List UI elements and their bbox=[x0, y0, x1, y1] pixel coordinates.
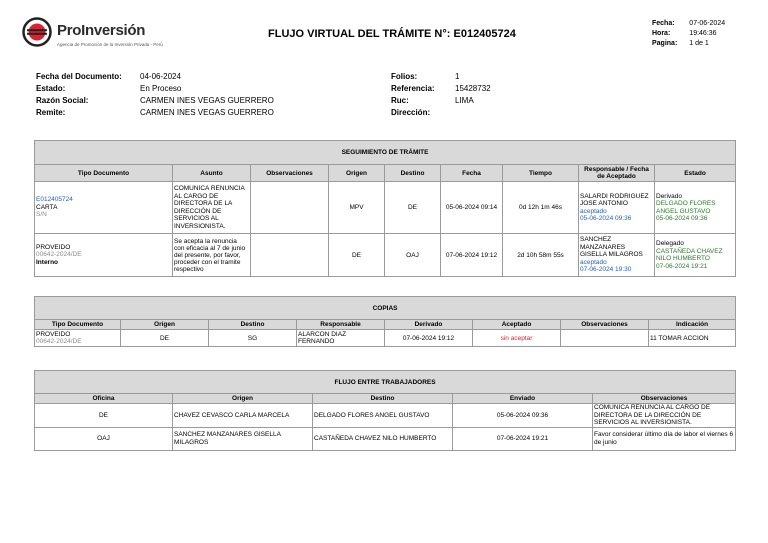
copias-table bbox=[34, 296, 736, 347]
fecha-cell: 05-06-2024 09:14 bbox=[441, 182, 503, 234]
info-value: CARMEN INES VEGAS GUERRERO bbox=[140, 108, 274, 117]
oficina-cell: OAJ bbox=[35, 427, 173, 450]
estado-person: DELGADO FLORES ANGEL GUSTAVO bbox=[656, 200, 716, 215]
column-header: Asunto bbox=[173, 165, 251, 182]
section-title: COPIAS bbox=[35, 297, 736, 320]
info-value: 04-06-2024 bbox=[140, 72, 181, 81]
table-row bbox=[35, 182, 736, 234]
table-row bbox=[35, 427, 736, 450]
table-row bbox=[35, 234, 736, 277]
column-header: Tipo Documento bbox=[35, 165, 173, 182]
aceptado-date: 07-06-2024 19:30 bbox=[580, 266, 632, 274]
estado-date: 07-06-2024 19:21 bbox=[656, 262, 708, 270]
info-label: Estado: bbox=[36, 84, 66, 93]
column-header: Responsable bbox=[297, 320, 385, 330]
meta-label: Fecha: bbox=[652, 20, 675, 27]
column-header: Enviado bbox=[453, 394, 593, 404]
estado-date: 05-06-2024 09:36 bbox=[656, 215, 708, 222]
info-label: Razón Social: bbox=[36, 96, 89, 105]
column-header: Destino bbox=[313, 394, 453, 404]
estado-cell bbox=[655, 234, 736, 277]
doc-ref: 00642-2024/DE bbox=[36, 251, 82, 259]
responsable-name: SANCHEZ MANZANARES GISELLA MILAGROS bbox=[580, 236, 643, 259]
seguimiento-table bbox=[34, 140, 736, 277]
destino-cell: OAJ bbox=[385, 234, 441, 277]
column-header: Fecha bbox=[441, 165, 503, 182]
observaciones-cell: COMUNICA RENUNCIA AL CARGO DE DIRECTORA DE LA DIRECCIÓN DE SERVICIOS AL INVERSIONISTA. bbox=[593, 404, 736, 428]
aceptado-date: 05-06-2024 09:36 bbox=[580, 215, 632, 222]
observaciones-cell: Favor considerar último día de labor el viernes 6 de junio bbox=[593, 427, 736, 450]
column-header: Responsable / Fecha de Aceptado bbox=[579, 165, 655, 182]
aceptado-cell: sin aceptar bbox=[473, 330, 561, 347]
estado-person: CASTAÑEDA CHAVEZ NILO HUMBERTO bbox=[656, 247, 723, 262]
tiempo-cell: 2d 10h 58m 55s bbox=[503, 234, 579, 277]
table-row bbox=[35, 330, 736, 347]
doc-type: PROVEIDO bbox=[36, 243, 71, 251]
responsable-name: SALARDI RODRIGUEZ JOSE ANTONIO bbox=[580, 192, 649, 207]
aceptado-label: aceptado bbox=[580, 207, 607, 215]
enviado-cell: 07-06-2024 19:21 bbox=[453, 427, 593, 450]
estado-cell bbox=[655, 182, 736, 234]
info-label: Ruc: bbox=[391, 96, 409, 105]
document-title: FLUJO VIRTUAL DEL TRÁMITE N°: E012405724 bbox=[268, 28, 516, 40]
doc-type: PROVEIDO bbox=[36, 330, 71, 338]
tipo-documento-cell bbox=[35, 234, 173, 277]
tipo-documento-cell bbox=[35, 330, 121, 347]
oficina-cell: DE bbox=[35, 404, 173, 428]
asunto-cell: COMUNICA RENUNCIA AL CARGO DE DIRECTORA DE LA DIRECCIÓN DE SERVICIOS AL INVERSIONISTA. bbox=[173, 182, 251, 234]
info-label: Fecha del Documento: bbox=[36, 72, 122, 81]
column-header: Destino bbox=[209, 320, 297, 330]
column-header: Observaciones bbox=[251, 165, 329, 182]
column-header: Destino bbox=[385, 165, 441, 182]
estado-label: Delegado bbox=[656, 240, 684, 247]
doc-type: CARTA bbox=[36, 203, 58, 211]
origen-cell: MPV bbox=[329, 182, 385, 234]
info-label: Folios: bbox=[391, 72, 418, 81]
observaciones-cell bbox=[251, 182, 329, 234]
info-label: Remite: bbox=[36, 108, 66, 117]
column-header: Estado bbox=[655, 165, 736, 182]
doc-ref: S/N bbox=[36, 211, 47, 219]
aceptado-label: aceptado bbox=[580, 258, 607, 266]
derivado-cell: 07-06-2024 19:12 bbox=[385, 330, 473, 347]
proinversion-logo-icon bbox=[22, 17, 52, 52]
meta-value: 1 de 1 bbox=[689, 40, 709, 47]
destino-cell: DELGADO FLORES ANGEL GUSTAVO bbox=[313, 404, 453, 428]
logo-subtitle: Agencia de Promoción de la Inversión Privada - Perú bbox=[57, 42, 163, 47]
info-right-values bbox=[455, 71, 491, 107]
enviado-cell: 05-06-2024 09:36 bbox=[453, 404, 593, 428]
tiempo-cell: 0d 12h 1m 46s bbox=[503, 182, 579, 234]
info-value: 15428732 bbox=[455, 84, 491, 93]
info-value: En Proceso bbox=[140, 84, 182, 93]
info-value: LIMA bbox=[455, 96, 474, 105]
origen-cell: DE bbox=[329, 234, 385, 277]
meta-value: 19:46:36 bbox=[689, 30, 717, 37]
column-header: Observaciones bbox=[593, 394, 736, 404]
meta-label: Pagina: bbox=[652, 40, 678, 47]
asunto-cell: Se acepta la renuncia con eficacia al 7 de junio del presente, por favor, proceder con el tramite respectivo bbox=[173, 234, 251, 277]
fecha-cell: 07-06-2024 19:12 bbox=[441, 234, 503, 277]
info-right-labels bbox=[391, 71, 435, 119]
column-header: Origen bbox=[121, 320, 209, 330]
column-header: Aceptado bbox=[473, 320, 561, 330]
report-meta bbox=[652, 19, 725, 49]
origen-cell: CHAVEZ CEVASCO CARLA MARCELA bbox=[173, 404, 313, 428]
meta-label: Hora: bbox=[652, 30, 671, 37]
column-header: Observaciones bbox=[561, 320, 649, 330]
document-number-link[interactable]: E012405724 bbox=[36, 196, 73, 204]
flujo-table bbox=[34, 370, 736, 451]
indicacion-cell: 11 TOMAR ACCION bbox=[649, 330, 736, 347]
info-label: Dirección: bbox=[391, 108, 431, 117]
column-header: Oficina bbox=[35, 394, 173, 404]
column-header: Tiempo bbox=[503, 165, 579, 182]
destino-cell: SG bbox=[209, 330, 297, 347]
column-header: Derivado bbox=[385, 320, 473, 330]
logo-name: ProInversión bbox=[57, 22, 146, 39]
origen-cell: SANCHEZ MANZANARES GISELLA MILAGROS bbox=[173, 427, 313, 450]
info-label: Referencia: bbox=[391, 84, 435, 93]
section-title: SEGUIMIENTO DE TRÁMITE bbox=[35, 141, 736, 165]
column-header: Origen bbox=[173, 394, 313, 404]
column-header: Indicación bbox=[649, 320, 736, 330]
section-title: FLUJO ENTRE TRABAJADORES bbox=[35, 371, 736, 394]
responsable-cell bbox=[579, 182, 655, 234]
info-left-values bbox=[140, 71, 274, 119]
destino-cell: DE bbox=[385, 182, 441, 234]
responsable-cell: ALARCON DIAZ FERNANDO bbox=[297, 330, 385, 347]
info-left-labels bbox=[36, 71, 122, 119]
destino-cell: CASTAÑEDA CHAVEZ NILO HUMBERTO bbox=[313, 427, 453, 450]
origen-cell: DE bbox=[121, 330, 209, 347]
column-header: Origen bbox=[329, 165, 385, 182]
table-row bbox=[35, 404, 736, 428]
doc-ref: 00642-2024/DE bbox=[36, 338, 82, 345]
doc-scope: Interno bbox=[36, 258, 59, 266]
tipo-documento-cell bbox=[35, 182, 173, 234]
info-value: CARMEN INES VEGAS GUERRERO bbox=[140, 96, 274, 105]
estado-label: Derivado bbox=[656, 192, 683, 200]
column-header: Tipo Documento bbox=[35, 320, 121, 330]
info-value: 1 bbox=[455, 72, 460, 81]
meta-value: 07-06-2024 bbox=[689, 20, 726, 27]
responsable-cell bbox=[579, 234, 655, 277]
observaciones-cell bbox=[561, 330, 649, 347]
observaciones-cell bbox=[251, 234, 329, 277]
